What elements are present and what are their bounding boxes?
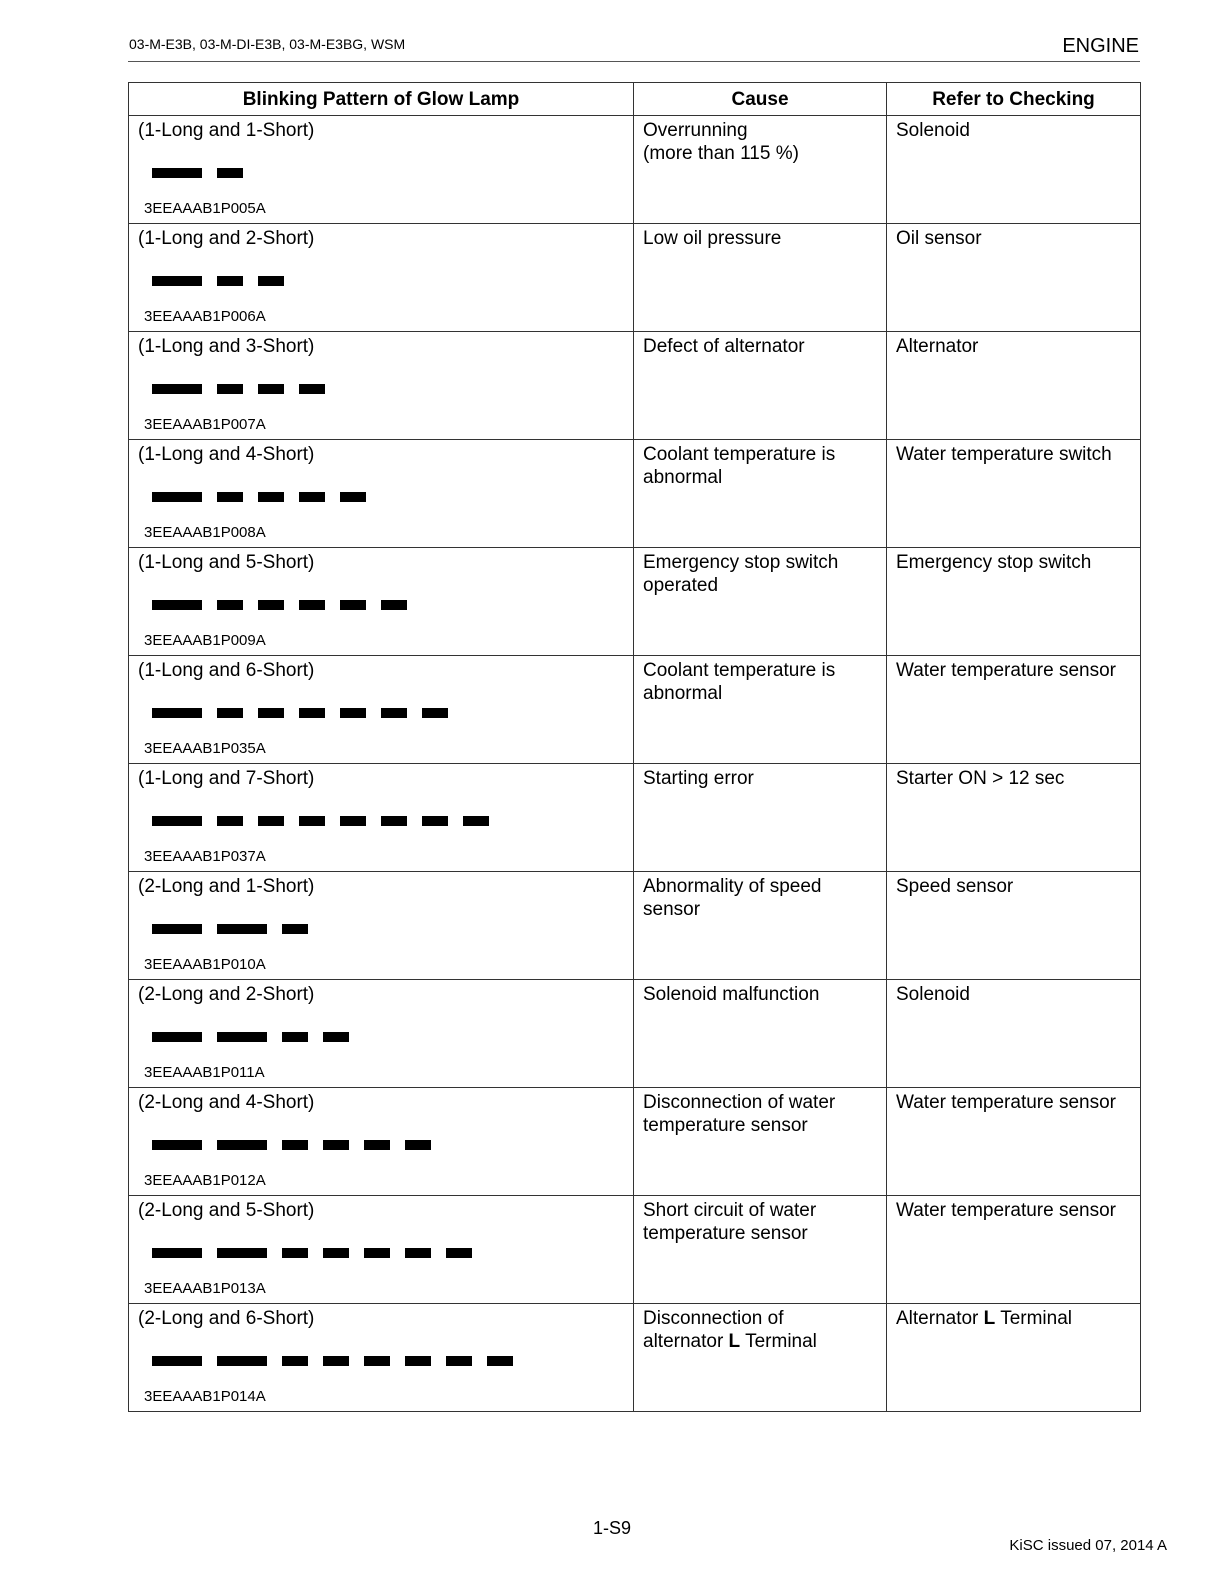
long-blink — [152, 1032, 202, 1042]
short-blink — [217, 492, 243, 502]
short-blink — [323, 1356, 349, 1366]
short-blink — [282, 1356, 308, 1366]
short-blink — [282, 1032, 308, 1042]
table-row — [129, 116, 1141, 224]
column-header-pattern: Blinking Pattern of Glow Lamp — [129, 83, 634, 116]
figure-code: 3EEAAAB1P014A — [144, 1388, 266, 1405]
cause-cell — [634, 980, 887, 1088]
pattern-cell — [129, 548, 634, 656]
blink-pattern-diagram — [152, 492, 381, 502]
terminal-label: L — [728, 1331, 741, 1352]
table-row — [129, 1088, 1141, 1196]
pattern-cell — [129, 116, 634, 224]
short-blink — [487, 1356, 513, 1366]
table-row — [129, 332, 1141, 440]
short-blink — [446, 1248, 472, 1258]
page-number: 1-S9 — [592, 1518, 632, 1538]
cause-text: Coolant temperature is abnormal — [643, 444, 836, 488]
short-blink — [381, 816, 407, 826]
check-cell — [887, 980, 1141, 1088]
figure-code: 3EEAAAB1P009A — [144, 632, 266, 649]
cause-text-part: Terminal — [740, 1331, 817, 1352]
figure-code: 3EEAAAB1P008A — [144, 524, 266, 541]
short-blink — [299, 492, 325, 502]
short-blink — [381, 708, 407, 718]
glow-lamp-pattern-table — [128, 82, 1141, 1412]
pattern-label: (1-Long and 1-Short) — [138, 120, 315, 141]
short-blink — [299, 816, 325, 826]
cause-text: Solenoid malfunction — [643, 984, 820, 1005]
short-blink — [364, 1140, 390, 1150]
blink-pattern-diagram — [152, 600, 422, 610]
long-blink — [217, 1140, 267, 1150]
short-blink — [422, 708, 448, 718]
cause-text: Defect of alternator — [643, 336, 805, 357]
cause-text: Emergency stop switch operated — [643, 552, 839, 596]
short-blink — [422, 816, 448, 826]
long-blink — [152, 168, 202, 178]
pattern-cell — [129, 764, 634, 872]
pattern-label: (1-Long and 7-Short) — [138, 768, 315, 789]
check-cell — [887, 548, 1141, 656]
short-blink — [258, 492, 284, 502]
cause-cell — [634, 764, 887, 872]
pattern-cell — [129, 1304, 634, 1412]
pattern-cell — [129, 872, 634, 980]
blink-pattern-diagram — [152, 1032, 364, 1042]
short-blink — [299, 384, 325, 394]
figure-code: 3EEAAAB1P010A — [144, 956, 266, 973]
figure-code: 3EEAAAB1P012A — [144, 1172, 266, 1189]
check-cell — [887, 224, 1141, 332]
check-text: Water temperature sensor — [896, 1092, 1116, 1113]
check-text: Alternator — [896, 336, 979, 357]
short-blink — [258, 600, 284, 610]
long-blink — [217, 1248, 267, 1258]
table-body — [129, 116, 1141, 1412]
short-blink — [323, 1248, 349, 1258]
short-blink — [217, 816, 243, 826]
cause-text: Disconnection of — [643, 1308, 784, 1329]
short-blink — [282, 1248, 308, 1258]
pattern-cell — [129, 440, 634, 548]
check-cell — [887, 656, 1141, 764]
short-blink — [405, 1248, 431, 1258]
long-blink — [152, 600, 202, 610]
short-blink — [282, 924, 308, 934]
check-cell — [887, 1196, 1141, 1304]
pattern-label: (1-Long and 6-Short) — [138, 660, 315, 681]
pattern-label: (1-Long and 3-Short) — [138, 336, 315, 357]
table-row — [129, 980, 1141, 1088]
cause-cell — [634, 1088, 887, 1196]
cause-text-part: alternator — [643, 1331, 729, 1352]
figure-code: 3EEAAAB1P035A — [144, 740, 266, 757]
table-row — [129, 1196, 1141, 1304]
short-blink — [340, 600, 366, 610]
check-cell — [887, 872, 1141, 980]
pattern-cell — [129, 656, 634, 764]
check-text-part: Terminal — [995, 1308, 1072, 1329]
figure-code: 3EEAAAB1P007A — [144, 416, 266, 433]
long-blink — [152, 708, 202, 718]
blink-pattern-diagram — [152, 384, 340, 394]
long-blink — [152, 1248, 202, 1258]
cause-text: Short circuit of water temperature sensor — [643, 1200, 817, 1244]
table-header-row — [129, 83, 1141, 116]
pattern-cell — [129, 224, 634, 332]
short-blink — [323, 1140, 349, 1150]
blink-pattern-diagram — [152, 816, 504, 826]
check-cell — [887, 440, 1141, 548]
pattern-label: (2-Long and 1-Short) — [138, 876, 315, 897]
check-text: Speed sensor — [896, 876, 1014, 897]
short-blink — [217, 600, 243, 610]
check-text: Water temperature sensor — [896, 660, 1116, 681]
short-blink — [405, 1140, 431, 1150]
short-blink — [463, 816, 489, 826]
column-header-cause: Cause — [634, 83, 887, 116]
check-cell — [887, 1304, 1141, 1412]
issue-note: KiSC issued 07, 2014 A — [1009, 1537, 1167, 1554]
cause-text: Disconnection of water temperature sensor — [643, 1092, 836, 1136]
check-text: Solenoid — [896, 120, 970, 141]
cause-cell — [634, 548, 887, 656]
cause-cell — [634, 440, 887, 548]
figure-code: 3EEAAAB1P006A — [144, 308, 266, 325]
cause-text: Abnormality of speed sensor — [643, 876, 822, 920]
check-text: Oil sensor — [896, 228, 982, 249]
short-blink — [340, 708, 366, 718]
pattern-label: (2-Long and 2-Short) — [138, 984, 315, 1005]
check-text: Starter ON > 12 sec — [896, 768, 1065, 789]
long-blink — [152, 924, 202, 934]
check-text: Water temperature sensor — [896, 1200, 1116, 1221]
cause-cell — [634, 224, 887, 332]
pattern-label: (2-Long and 5-Short) — [138, 1200, 315, 1221]
long-blink — [152, 816, 202, 826]
cause-text: Low oil pressure — [643, 228, 782, 249]
blink-pattern-diagram — [152, 924, 323, 934]
pattern-label: (2-Long and 4-Short) — [138, 1092, 315, 1113]
table-row — [129, 656, 1141, 764]
figure-code: 3EEAAAB1P037A — [144, 848, 266, 865]
cause-text: Starting error — [643, 768, 754, 789]
table-row — [129, 1304, 1141, 1412]
header-divider — [128, 61, 1140, 62]
blink-pattern-diagram — [152, 1248, 487, 1258]
check-cell — [887, 332, 1141, 440]
short-blink — [364, 1248, 390, 1258]
table-row — [129, 548, 1141, 656]
section-title: ENGINE — [1062, 35, 1139, 57]
short-blink — [299, 708, 325, 718]
column-header-check: Refer to Checking — [887, 83, 1141, 116]
pattern-cell — [129, 1196, 634, 1304]
short-blink — [217, 708, 243, 718]
short-blink — [299, 600, 325, 610]
long-blink — [217, 1032, 267, 1042]
cause-text: Overrunning (more than 115 %) — [643, 120, 799, 164]
blink-pattern-diagram — [152, 1356, 528, 1366]
cause-cell — [634, 1196, 887, 1304]
long-blink — [217, 924, 267, 934]
blink-pattern-diagram — [152, 168, 258, 178]
short-blink — [364, 1356, 390, 1366]
long-blink — [152, 276, 202, 286]
table-row — [129, 764, 1141, 872]
short-blink — [323, 1032, 349, 1042]
cause-text: Coolant temperature is abnormal — [643, 660, 836, 704]
cause-cell — [634, 332, 887, 440]
pattern-cell — [129, 332, 634, 440]
short-blink — [340, 816, 366, 826]
pattern-label: (1-Long and 4-Short) — [138, 444, 315, 465]
short-blink — [282, 1140, 308, 1150]
figure-code: 3EEAAAB1P011A — [144, 1064, 265, 1081]
short-blink — [217, 168, 243, 178]
terminal-label: L — [983, 1308, 996, 1329]
figure-code: 3EEAAAB1P013A — [144, 1280, 266, 1297]
check-text: Emergency stop switch — [896, 552, 1092, 573]
long-blink — [152, 1356, 202, 1366]
short-blink — [446, 1356, 472, 1366]
figure-code: 3EEAAAB1P005A — [144, 200, 266, 217]
pattern-label: (2-Long and 6-Short) — [138, 1308, 315, 1329]
check-cell — [887, 116, 1141, 224]
long-blink — [152, 492, 202, 502]
blink-pattern-diagram — [152, 276, 299, 286]
cause-cell — [634, 656, 887, 764]
check-cell — [887, 764, 1141, 872]
long-blink — [152, 384, 202, 394]
long-blink — [217, 1356, 267, 1366]
table-row — [129, 224, 1141, 332]
cause-text-line2 — [643, 1330, 877, 1353]
short-blink — [405, 1356, 431, 1366]
short-blink — [258, 276, 284, 286]
pattern-cell — [129, 980, 634, 1088]
pattern-label: (1-Long and 2-Short) — [138, 228, 315, 249]
cause-cell — [634, 116, 887, 224]
cause-cell — [634, 1304, 887, 1412]
short-blink — [381, 600, 407, 610]
check-text-part: Alternator — [896, 1308, 984, 1329]
short-blink — [258, 816, 284, 826]
check-cell — [887, 1088, 1141, 1196]
blink-pattern-diagram — [152, 708, 463, 718]
table-row — [129, 872, 1141, 980]
long-blink — [152, 1140, 202, 1150]
document-code: 03-M-E3B, 03-M-DI-E3B, 03-M-E3BG, WSM — [129, 36, 406, 52]
short-blink — [340, 492, 366, 502]
table-row — [129, 440, 1141, 548]
short-blink — [258, 708, 284, 718]
pattern-cell — [129, 1088, 634, 1196]
check-text: Water temperature switch — [896, 444, 1112, 465]
pattern-label: (1-Long and 5-Short) — [138, 552, 315, 573]
check-text: Solenoid — [896, 984, 970, 1005]
short-blink — [258, 384, 284, 394]
blink-pattern-diagram — [152, 1140, 446, 1150]
cause-cell — [634, 872, 887, 980]
short-blink — [217, 276, 243, 286]
short-blink — [217, 384, 243, 394]
